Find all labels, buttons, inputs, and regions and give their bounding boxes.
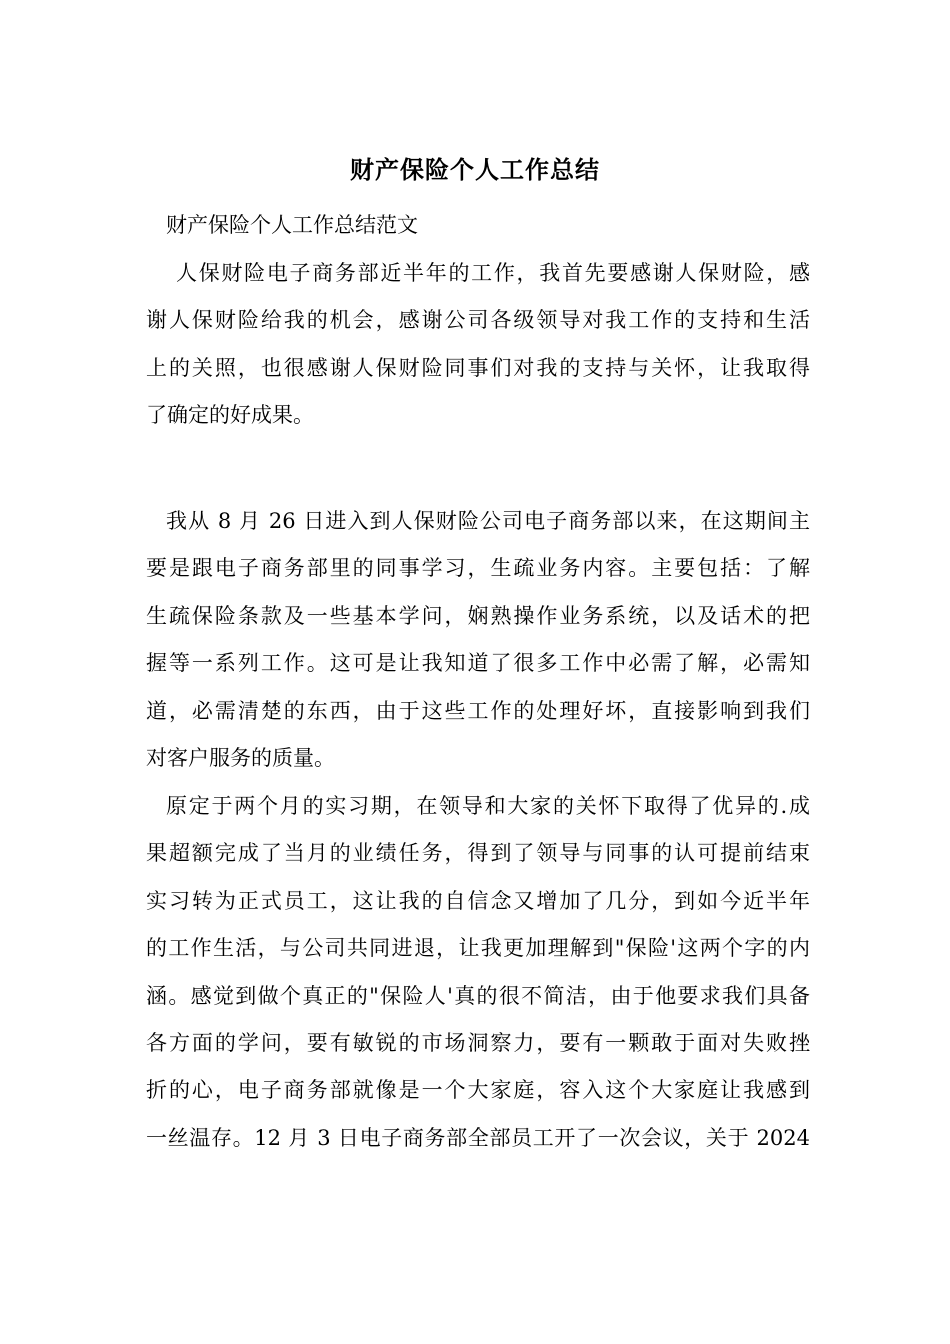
paragraph-line: 的工作生活，与公司共同进退，让我更加理解到"保险'这两个字的内 xyxy=(146,936,810,961)
paragraph-line: 一丝温存。12 月 3 日电子商务部全部员工开了一次会议，关于 2024 xyxy=(146,1125,810,1150)
paragraph-line: 谢人保财险给我的机会，感谢公司各级领导对我工作的支持和生活 xyxy=(146,308,810,333)
paragraph-line: 各方面的学问，要有敏锐的市场洞察力，要有一颗敢于面对失败挫 xyxy=(146,1030,810,1055)
paragraph-line: 原定于两个月的实习期，在领导和大家的关怀下取得了优异的.成 xyxy=(166,794,810,818)
paragraph-3 xyxy=(146,783,810,1162)
paragraph-line: 握等一系列工作。这可是让我知道了很多工作中必需了解，必需知 xyxy=(146,651,810,676)
paragraph-1 xyxy=(146,250,810,440)
paragraph-line: 道，必需清楚的东西，由于这些工作的处理好坏，直接影响到我们 xyxy=(146,698,810,723)
paragraph-line: 人保财险电子商务部近半年的工作，我首先要感谢人保财险，感 xyxy=(176,261,810,285)
paragraph-line: 要是跟电子商务部里的同事学习，生疏业务内容。主要包括：了解 xyxy=(146,556,810,581)
paragraph-line: 涵。感觉到做个真正的"保险人'真的很不简洁，由于他要求我们具备 xyxy=(146,983,810,1008)
document-subtitle: 财产保险个人工作总结范文 xyxy=(166,213,418,237)
document-title: 财产保险个人工作总结 xyxy=(350,155,600,184)
paragraph-line: 折的心，电子商务部就像是一个大家庭，容入这个大家庭让我感到 xyxy=(146,1078,810,1103)
paragraph-2 xyxy=(146,498,810,782)
paragraph-line: 上的关照，也很感谢人保财险同事们对我的支持与关怀，让我取得 xyxy=(146,355,810,380)
paragraph-line: 了确定的好成果。 xyxy=(146,403,314,428)
paragraph-line: 实习转为正式员工，这让我的自信念又增加了几分，到如今近半年 xyxy=(146,888,810,913)
paragraph-line: 我从 8 月 26 日进入到人保财险公司电子商务部以来，在这期间主 xyxy=(166,509,810,533)
paragraph-line: 对客户服务的质量。 xyxy=(146,745,335,770)
paragraph-line: 生疏保险条款及一些基本学问，娴熟操作业务系统，以及话术的把 xyxy=(146,603,810,628)
paragraph-line: 果超额完成了当月的业绩任务，得到了领导与同事的认可提前结束 xyxy=(146,841,810,866)
